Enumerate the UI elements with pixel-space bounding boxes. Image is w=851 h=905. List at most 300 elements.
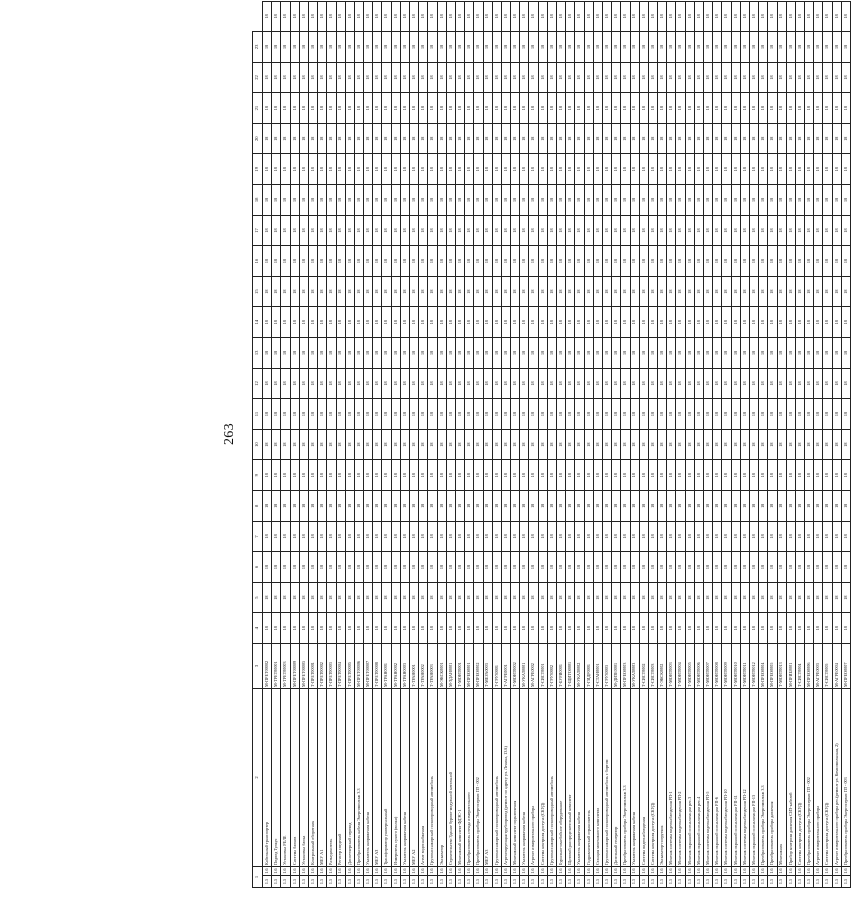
- value-cell: 18: [749, 123, 758, 154]
- value-cell: 18: [667, 552, 676, 583]
- value-cell: 18: [658, 613, 667, 644]
- value-cell: 18: [419, 307, 428, 338]
- value-cell: 18: [805, 62, 814, 93]
- value-cell: 18: [694, 1, 703, 32]
- value-cell: 18: [639, 123, 648, 154]
- value-cell: 18: [410, 246, 419, 277]
- row-group-cell: 1.6: [575, 866, 584, 875]
- row-group-cell: 1.6: [768, 866, 777, 875]
- value-cell: 18: [345, 582, 354, 613]
- value-cell: 18: [410, 154, 419, 185]
- equipment-name-cell: Агрегатирующая трубопровод (ремонт по адресу ул. Ленина, 13А): [501, 688, 510, 866]
- value-cell: 18: [759, 582, 768, 613]
- value-cell: 18: [575, 123, 584, 154]
- column-header: 15: [253, 276, 263, 307]
- value-cell: 18: [557, 276, 566, 307]
- value-cell: 18: [446, 338, 455, 369]
- value-cell: 18: [722, 552, 731, 583]
- value-cell: 18: [446, 368, 455, 399]
- value-cell: 18: [336, 521, 345, 552]
- table-row: [308, 1, 317, 887]
- value-cell: 18: [419, 93, 428, 124]
- value-cell: 18: [520, 460, 529, 491]
- value-cell: 18: [410, 552, 419, 583]
- value-cell: 18: [501, 613, 510, 644]
- table-row: [630, 1, 639, 887]
- row-group-cell: 1.6: [263, 866, 272, 875]
- value-cell: 18: [345, 491, 354, 522]
- value-cell: 18: [667, 399, 676, 430]
- value-cell: 18: [658, 521, 667, 552]
- value-cell: 18: [685, 613, 694, 644]
- value-cell: 18: [492, 521, 501, 552]
- value-cell: 18: [593, 368, 602, 399]
- value-cell: 18: [814, 307, 823, 338]
- value-cell: 18: [327, 215, 336, 246]
- value-cell: 18: [584, 338, 593, 369]
- value-cell: 18: [547, 185, 556, 216]
- value-cell: 18: [648, 582, 657, 613]
- value-cell: 18: [455, 613, 464, 644]
- value-cell: 18: [602, 246, 611, 277]
- equipment-name-cell: Бурильно-сваебойное оборудование: [557, 688, 566, 866]
- value-cell: 18: [805, 491, 814, 522]
- value-cell: 18: [272, 491, 281, 522]
- row-group-cell: 1.6: [713, 866, 722, 875]
- value-cell: 18: [281, 368, 290, 399]
- value-cell: 18: [639, 1, 648, 32]
- value-cell: 18: [511, 93, 520, 124]
- row-group-cell: 1.6: [731, 866, 740, 875]
- equipment-code-cell: М-ТРАН0003: [400, 643, 409, 688]
- value-cell: 18: [612, 154, 621, 185]
- value-cell: 18: [455, 154, 464, 185]
- value-cell: 18: [805, 246, 814, 277]
- value-cell: 18: [621, 246, 630, 277]
- value-cell: 18: [722, 185, 731, 216]
- value-cell: 18: [382, 582, 391, 613]
- value-cell: 18: [805, 215, 814, 246]
- value-cell: 18: [419, 62, 428, 93]
- value-cell: 18: [263, 123, 272, 154]
- value-cell: 18: [455, 491, 464, 522]
- value-cell: 18: [364, 62, 373, 93]
- value-cell: 18: [318, 338, 327, 369]
- value-cell: 18: [290, 32, 299, 63]
- table-row: [639, 1, 648, 887]
- column-header: 8: [253, 491, 263, 522]
- value-cell: 18: [345, 399, 354, 430]
- value-cell: 18: [272, 368, 281, 399]
- value-cell: 18: [795, 215, 804, 246]
- value-cell: 18: [299, 429, 308, 460]
- value-cell: 18: [749, 368, 758, 399]
- value-cell: 18: [648, 552, 657, 583]
- value-cell: 18: [547, 123, 556, 154]
- value-cell: 18: [749, 93, 758, 124]
- value-cell: 18: [584, 276, 593, 307]
- value-cell: 18: [704, 521, 713, 552]
- value-cell: 18: [410, 460, 419, 491]
- equipment-code-cell: М-ПРИБ0001: [786, 643, 795, 688]
- value-cell: 18: [318, 123, 327, 154]
- value-cell: 18: [529, 185, 538, 216]
- value-cell: 18: [336, 307, 345, 338]
- table-row: [823, 1, 832, 887]
- value-cell: 18: [400, 1, 409, 32]
- value-cell: 18: [483, 123, 492, 154]
- equipment-name-cell: Монтажник: [777, 688, 786, 866]
- value-cell: 18: [373, 62, 382, 93]
- value-cell: 18: [841, 582, 850, 613]
- value-cell: 18: [749, 307, 758, 338]
- value-cell: 18: [832, 185, 841, 216]
- equipment-name-cell: Система контроля доступа (СКУД): [538, 688, 547, 866]
- equipment-name-cell: Монтаж системы видеонаблюдения РП-12: [740, 688, 749, 866]
- value-cell: 18: [795, 185, 804, 216]
- value-cell: 18: [557, 93, 566, 124]
- value-cell: 18: [584, 185, 593, 216]
- table-row: [345, 1, 354, 887]
- value-cell: 18: [520, 246, 529, 277]
- value-cell: 18: [630, 185, 639, 216]
- value-cell: 18: [474, 307, 483, 338]
- value-cell: 18: [400, 276, 409, 307]
- value-cell: 18: [318, 32, 327, 63]
- table-row: [713, 1, 722, 887]
- equipment-name-cell: Экскаватор-погрузчик: [658, 688, 667, 866]
- value-cell: 18: [455, 62, 464, 93]
- table-row: [841, 1, 850, 887]
- value-cell: 18: [685, 399, 694, 430]
- value-cell: 18: [327, 552, 336, 583]
- equipment-code-cell: Т-ЩИТО0001: [566, 643, 575, 688]
- value-cell: 18: [336, 399, 345, 430]
- value-cell: 18: [492, 32, 501, 63]
- value-cell: 18: [676, 338, 685, 369]
- equipment-code-cell: М-ДИЗЕ0001: [612, 643, 621, 688]
- table-row: [400, 1, 409, 887]
- value-cell: 18: [529, 521, 538, 552]
- value-cell: 18: [768, 1, 777, 32]
- value-cell: 18: [354, 246, 363, 277]
- value-cell: 18: [299, 613, 308, 644]
- value-cell: 18: [272, 276, 281, 307]
- value-cell: 18: [685, 582, 694, 613]
- row-number-cell: 1.5: [575, 876, 584, 888]
- value-cell: 18: [465, 521, 474, 552]
- value-cell: 18: [336, 276, 345, 307]
- value-cell: 18: [823, 185, 832, 216]
- value-cell: 18: [382, 368, 391, 399]
- row-number-cell: 1.5: [529, 876, 538, 888]
- value-cell: 18: [731, 32, 740, 63]
- row-group-cell: 1.6: [308, 866, 317, 875]
- column-header: 7: [253, 521, 263, 552]
- row-number-cell: 1.5: [391, 876, 400, 888]
- value-cell: 18: [547, 613, 556, 644]
- value-cell: 18: [263, 93, 272, 124]
- equipment-name-cell: Монтаж охранной сигнализации РП-13: [749, 688, 758, 866]
- value-cell: 18: [483, 1, 492, 32]
- row-group-cell: 1.6: [759, 866, 768, 875]
- equipment-code-cell: М-ПРЕО0006: [805, 643, 814, 688]
- value-cell: 18: [713, 521, 722, 552]
- equipment-code-cell: М-ПРЕО0007: [841, 643, 850, 688]
- value-cell: 18: [676, 368, 685, 399]
- value-cell: 18: [667, 93, 676, 124]
- value-cell: 18: [465, 307, 474, 338]
- value-cell: 18: [685, 32, 694, 63]
- value-cell: 18: [602, 399, 611, 430]
- value-cell: 18: [382, 154, 391, 185]
- value-cell: 18: [538, 307, 547, 338]
- row-group-cell: 1.6: [354, 866, 363, 875]
- value-cell: 18: [593, 32, 602, 63]
- table-row: [511, 1, 520, 887]
- value-cell: 18: [648, 338, 657, 369]
- value-cell: 18: [639, 582, 648, 613]
- value-cell: 18: [685, 215, 694, 246]
- row-number-cell: 1.5: [749, 876, 758, 888]
- row-group-cell: 1.6: [529, 866, 538, 875]
- equipment-code-cell: Т-ПРЕТ00002: [318, 643, 327, 688]
- value-cell: 18: [584, 246, 593, 277]
- equipment-name-cell: Щитовой распределительный комплект: [566, 688, 575, 866]
- value-cell: 18: [364, 276, 373, 307]
- value-cell: 18: [492, 276, 501, 307]
- equipment-name-cell: Указатель напряжения кабеля: [364, 688, 373, 866]
- value-cell: 18: [639, 215, 648, 246]
- value-cell: 18: [511, 491, 520, 522]
- value-cell: 18: [648, 491, 657, 522]
- value-cell: 18: [501, 552, 510, 583]
- value-cell: 18: [263, 32, 272, 63]
- value-cell: 18: [281, 613, 290, 644]
- value-cell: 18: [805, 1, 814, 32]
- value-cell: 18: [391, 307, 400, 338]
- value-cell: 18: [354, 460, 363, 491]
- value-cell: 18: [318, 429, 327, 460]
- value-cell: 18: [823, 215, 832, 246]
- value-cell: 18: [345, 368, 354, 399]
- value-cell: 18: [327, 246, 336, 277]
- value-cell: 18: [437, 215, 446, 246]
- value-cell: 18: [667, 307, 676, 338]
- value-cell: 18: [722, 613, 731, 644]
- value-cell: 18: [841, 613, 850, 644]
- value-cell: 18: [336, 552, 345, 583]
- value-cell: 18: [529, 307, 538, 338]
- row-group-cell: 1.6: [823, 866, 832, 875]
- value-cell: 18: [557, 368, 566, 399]
- equipment-code-cell: М-ЗДАН0001: [446, 643, 455, 688]
- value-cell: 18: [621, 582, 630, 613]
- table-row: [281, 1, 290, 887]
- value-cell: 18: [492, 552, 501, 583]
- value-cell: 18: [768, 429, 777, 460]
- row-number-cell: 1.5: [593, 876, 602, 888]
- table-row: [740, 1, 749, 887]
- value-cell: 18: [318, 399, 327, 430]
- value-cell: 18: [648, 32, 657, 63]
- value-cell: 18: [612, 185, 621, 216]
- value-cell: 18: [786, 552, 795, 583]
- value-cell: 18: [327, 1, 336, 32]
- value-cell: 18: [694, 429, 703, 460]
- value-cell: 18: [566, 307, 575, 338]
- value-cell: 18: [759, 399, 768, 430]
- value-cell: 18: [354, 185, 363, 216]
- value-cell: 18: [593, 185, 602, 216]
- value-cell: 18: [419, 491, 428, 522]
- value-cell: 18: [290, 154, 299, 185]
- value-cell: 18: [400, 154, 409, 185]
- value-cell: 18: [318, 552, 327, 583]
- value-cell: 18: [768, 32, 777, 63]
- value-cell: 18: [336, 368, 345, 399]
- value-cell: 18: [805, 521, 814, 552]
- value-cell: 18: [612, 429, 621, 460]
- value-cell: 18: [685, 552, 694, 583]
- equipment-name-cell: Экскаватор: [437, 688, 446, 866]
- row-number-cell: 1.5: [713, 876, 722, 888]
- value-cell: 18: [630, 62, 639, 93]
- row-group-cell: 1.6: [290, 866, 299, 875]
- value-cell: 18: [841, 399, 850, 430]
- value-cell: 18: [345, 460, 354, 491]
- value-cell: 18: [676, 399, 685, 430]
- value-cell: 18: [373, 521, 382, 552]
- value-cell: 18: [299, 338, 308, 369]
- row-group-cell: 1.6: [676, 866, 685, 875]
- value-cell: 18: [474, 246, 483, 277]
- value-cell: 18: [768, 154, 777, 185]
- value-cell: 18: [391, 276, 400, 307]
- value-cell: 18: [704, 552, 713, 583]
- value-cell: 18: [630, 613, 639, 644]
- table-row: [437, 1, 446, 887]
- equipment-code-cell: Т-СИСТ0001: [538, 643, 547, 688]
- value-cell: 18: [593, 154, 602, 185]
- value-cell: 18: [382, 460, 391, 491]
- value-cell: 18: [336, 1, 345, 32]
- row-number-cell: 1.5: [364, 876, 373, 888]
- value-cell: 18: [722, 1, 731, 32]
- value-cell: 18: [777, 154, 786, 185]
- value-cell: 18: [759, 62, 768, 93]
- value-cell: 18: [382, 429, 391, 460]
- value-cell: 18: [373, 582, 382, 613]
- value-cell: 18: [410, 399, 419, 430]
- value-cell: 18: [547, 93, 556, 124]
- value-cell: 18: [722, 368, 731, 399]
- row-group-cell: 1.6: [832, 866, 841, 875]
- equipment-code-cell: М-ПРЕТ00002: [263, 643, 272, 688]
- value-cell: 18: [428, 215, 437, 246]
- value-cell: 18: [612, 246, 621, 277]
- value-cell: 18: [465, 246, 474, 277]
- value-cell: 18: [841, 368, 850, 399]
- value-cell: 18: [694, 93, 703, 124]
- value-cell: 18: [511, 32, 520, 63]
- value-cell: 18: [557, 613, 566, 644]
- value-cell: 18: [694, 215, 703, 246]
- value-cell: 18: [511, 246, 520, 277]
- value-cell: 18: [446, 307, 455, 338]
- value-cell: 18: [658, 307, 667, 338]
- row-number-cell: 1.5: [308, 876, 317, 888]
- row-group-cell: 1.6: [327, 866, 336, 875]
- value-cell: 18: [749, 246, 758, 277]
- value-cell: 18: [538, 154, 547, 185]
- equipment-code-cell: М-ТРАН0001: [382, 643, 391, 688]
- value-cell: 18: [814, 154, 823, 185]
- value-cell: 18: [832, 399, 841, 430]
- equipment-code-cell: Т-ЭКСК0002: [658, 643, 667, 688]
- value-cell: 18: [593, 429, 602, 460]
- table-row: [805, 1, 814, 887]
- value-cell: 18: [630, 307, 639, 338]
- value-cell: 18: [740, 276, 749, 307]
- column-header: 11: [253, 399, 263, 430]
- value-cell: 18: [749, 32, 758, 63]
- value-cell: 18: [832, 276, 841, 307]
- value-cell: 18: [658, 32, 667, 63]
- value-cell: 18: [786, 246, 795, 277]
- value-cell: 18: [602, 276, 611, 307]
- value-cell: 18: [814, 338, 823, 369]
- value-cell: 18: [428, 93, 437, 124]
- value-cell: 18: [308, 521, 317, 552]
- value-cell: 18: [446, 552, 455, 583]
- value-cell: 18: [639, 552, 648, 583]
- equipment-code-cell: М-АГРЕ0003: [814, 643, 823, 688]
- value-cell: 18: [832, 307, 841, 338]
- row-group-cell: 1.6: [364, 866, 373, 875]
- value-cell: 18: [529, 215, 538, 246]
- value-cell: 18: [694, 399, 703, 430]
- row-group-cell: 1.6: [593, 866, 602, 875]
- table-row: [722, 1, 731, 887]
- value-cell: 18: [364, 613, 373, 644]
- table-row: [575, 1, 584, 887]
- value-cell: 18: [501, 276, 510, 307]
- value-cell: 18: [823, 613, 832, 644]
- value-cell: 18: [400, 338, 409, 369]
- value-cell: 18: [419, 185, 428, 216]
- value-cell: 18: [354, 613, 363, 644]
- table-row: [667, 1, 676, 887]
- value-cell: 18: [501, 582, 510, 613]
- value-cell: 18: [391, 613, 400, 644]
- value-cell: 18: [465, 338, 474, 369]
- value-cell: 18: [621, 491, 630, 522]
- value-cell: 18: [639, 613, 648, 644]
- equipment-code-cell: Т-СТАН0001: [593, 643, 602, 688]
- value-cell: 18: [704, 246, 713, 277]
- value-cell: 18: [272, 399, 281, 430]
- column-header: 20: [253, 123, 263, 154]
- value-cell: 18: [722, 32, 731, 63]
- value-cell: 18: [722, 521, 731, 552]
- value-cell: 18: [740, 399, 749, 430]
- value-cell: 18: [547, 552, 556, 583]
- value-cell: 18: [621, 368, 630, 399]
- value-cell: 18: [437, 93, 446, 124]
- table-row: [759, 1, 768, 887]
- value-cell: 18: [557, 307, 566, 338]
